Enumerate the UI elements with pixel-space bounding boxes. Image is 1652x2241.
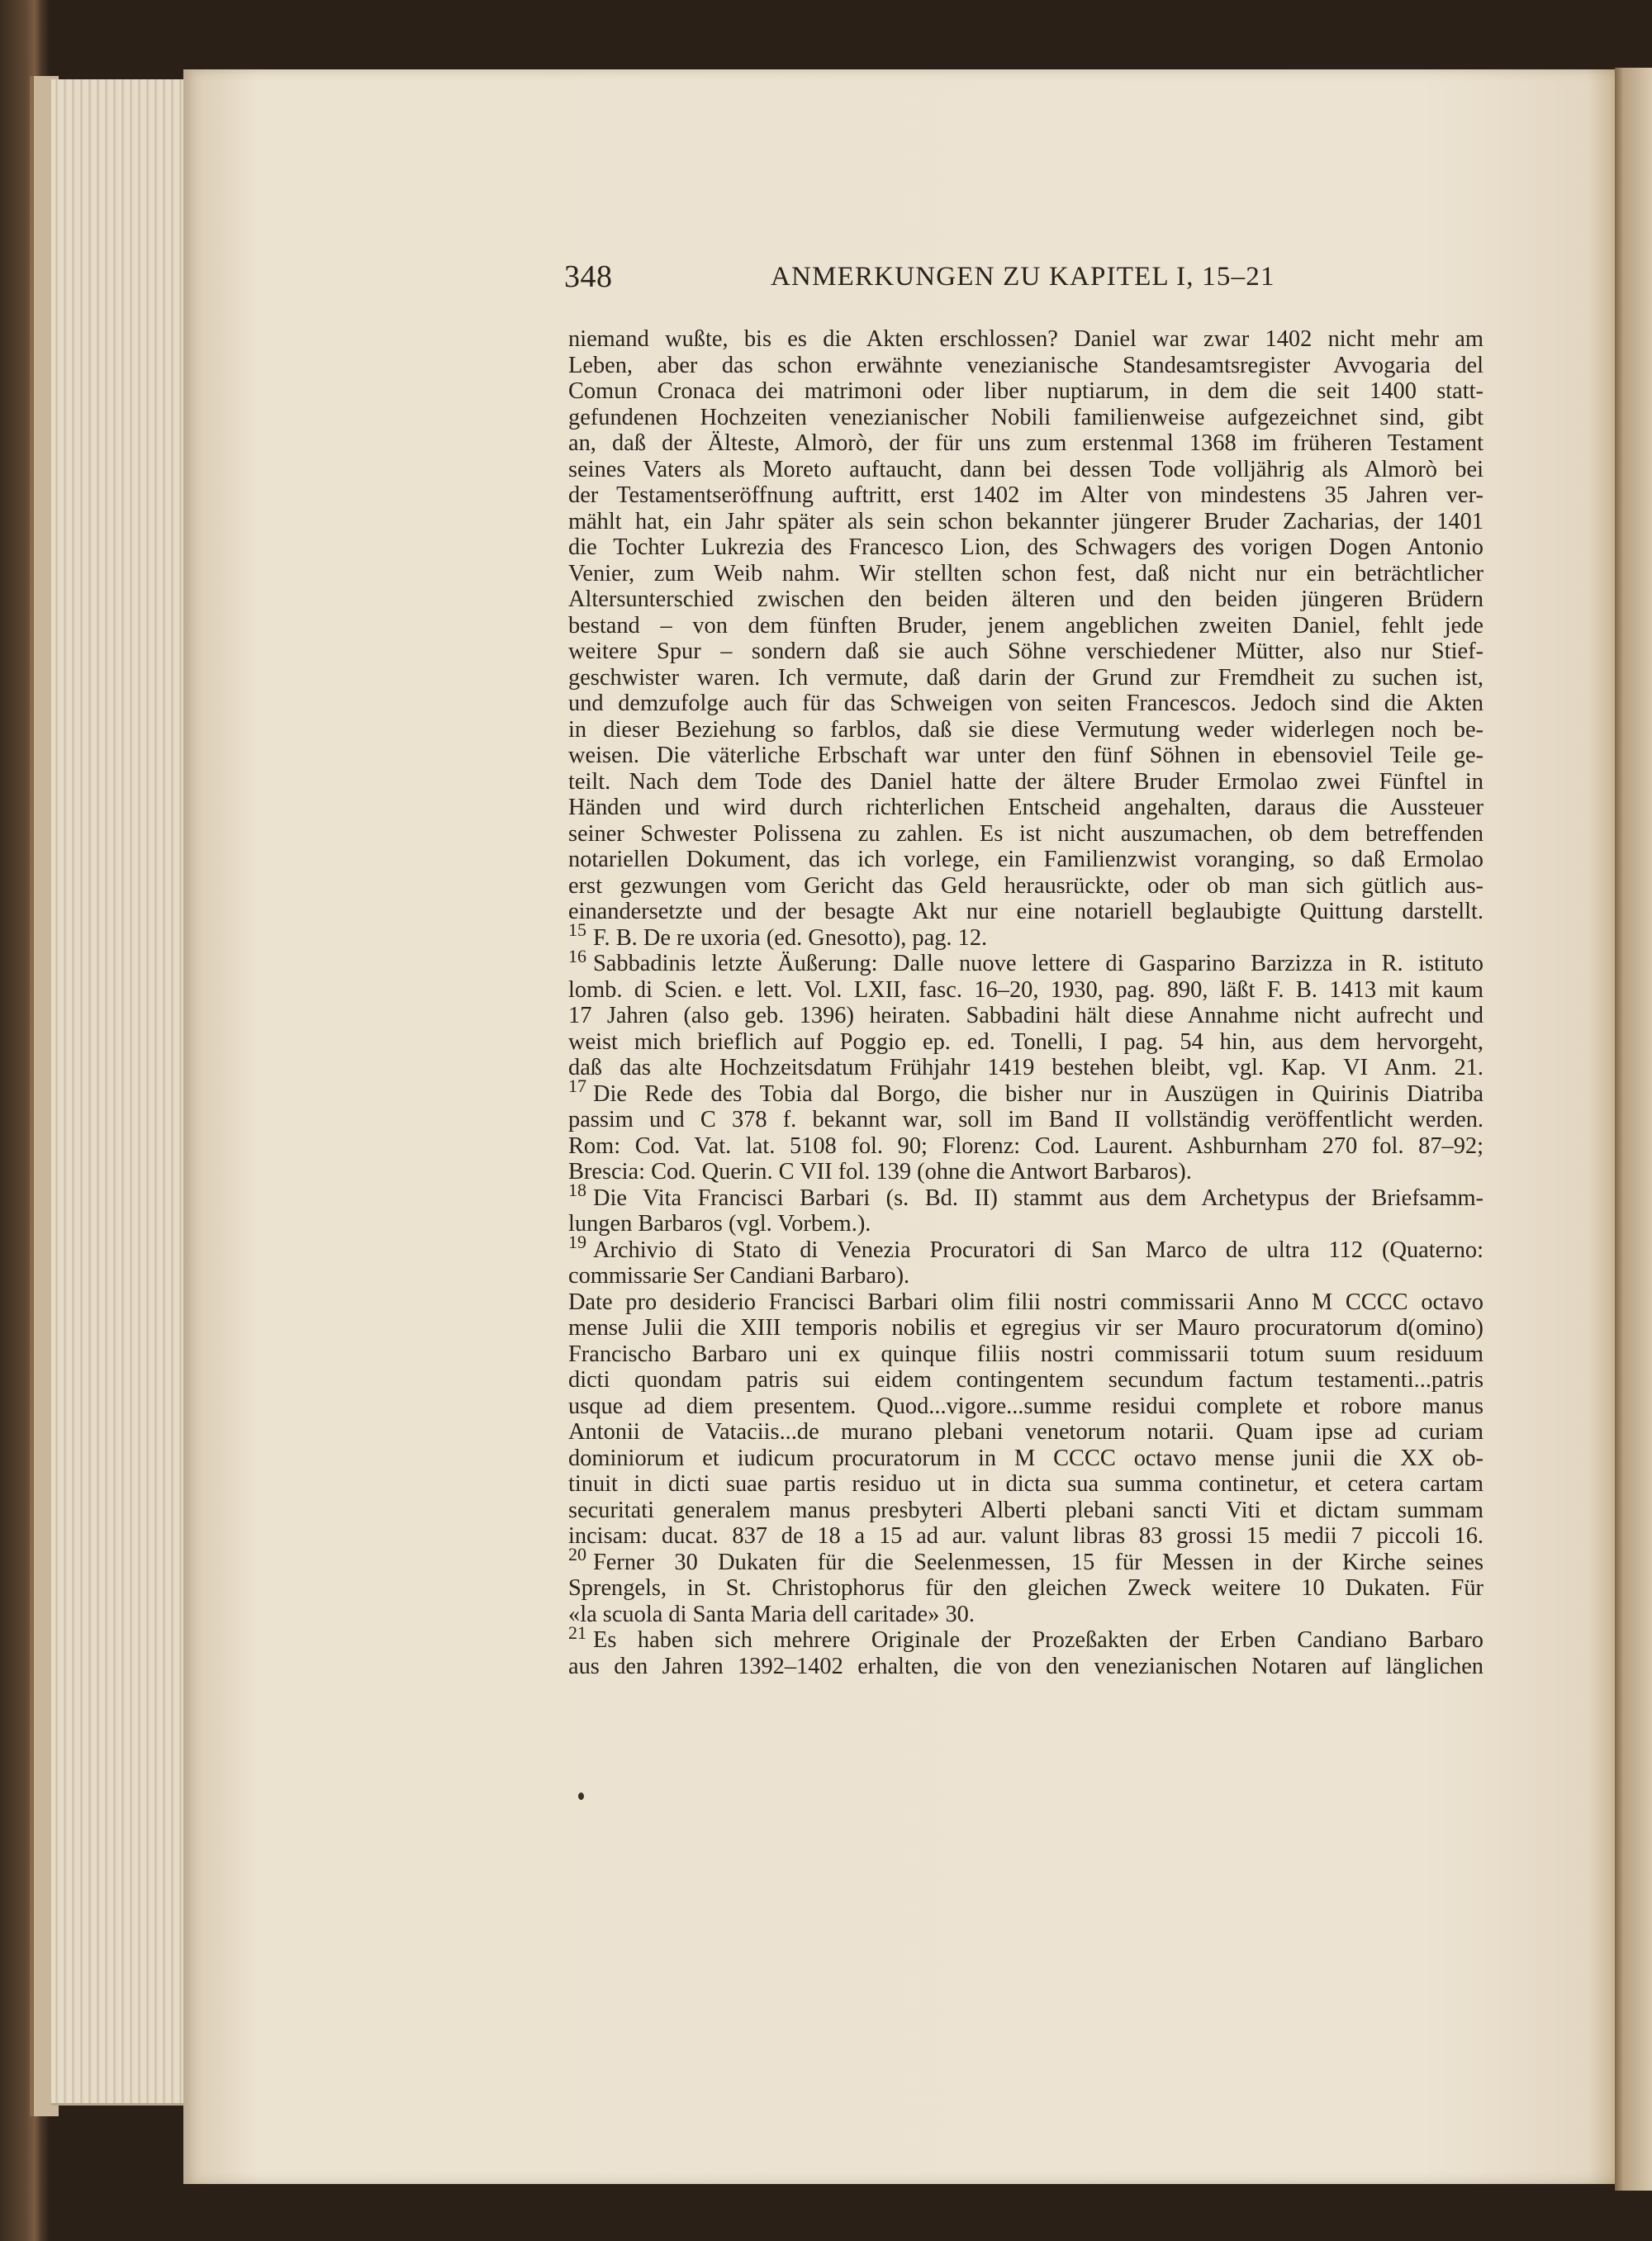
footnote-21	[568, 1621, 1483, 1679]
paragraph-line: seiner Schwester Polissena zu zahlen. Es ist nicht auszumachen, ob dem betreffenden	[568, 820, 1483, 847]
paragraph-line: geschwister waren. Ich vermute, daß darin der Grund zur Fremdheit zu suchen ist,	[568, 664, 1483, 691]
footnote-15	[568, 919, 1483, 952]
footnote-text: Archivio di Stato di Venezia Procuratori di San Marco de ultra 112 (Quaterno:	[593, 1237, 1483, 1263]
paragraph-line: Leben, aber das schon erwähnte venezianische Standesamtsregister Avvogaria del	[568, 352, 1483, 378]
paragraph-line: notariellen Dokument, das ich vorlege, ein Familienzwist voranging, so daß Ermolao	[568, 847, 1483, 872]
paragraph-line: Comun Cronaca dei matrimoni oder liber nuptiarum, in dem die seit 1400 statt-	[568, 378, 1483, 404]
paragraph-line: weitere Spur – sondern daß sie auch Söhne verschiedener Mütter, also nur Stief-	[568, 639, 1483, 664]
paragraph-line: erst gezwungen vom Gericht das Geld herausrückte, oder ob man sich gütlich aus-	[568, 872, 1483, 899]
footnote-20	[568, 1544, 1483, 1628]
footnote-text: Sabbadinis letzte Äußerung: Dalle nuove lettere di Gasparino Barzizza in R. istituto	[593, 951, 1483, 976]
footnote-line: dicti quondam patris sui eidem contingentem secundum factum testamenti...patris	[568, 1367, 1483, 1393]
facing-page-edge	[1615, 68, 1652, 2191]
footnote-text: F. B. De re uxoria (ed. Gnesotto), pag. 12.	[593, 924, 988, 951]
footnote-line: lomb. di Scien. e lett. Vol. LXII, fasc. 16–20, 1930, pag. 890, läßt F. B. 1413 mit kaum	[568, 976, 1483, 1003]
footnote-line: lungen Barbaros (vgl. Vorbem.).	[568, 1211, 871, 1237]
footnote-line: passim und C 378 f. bekannt war, soll im Band II vollständig veröffentlicht werden.	[568, 1107, 1483, 1132]
footnote-number: 21	[568, 1621, 586, 1643]
running-header	[564, 259, 1302, 300]
paragraph-line: niemand wußte, bis es die Akten erschlossen? Daniel war zwar 1402 nicht mehr am	[568, 326, 1483, 352]
footnote-line: Francischo Barbaro uni ex quinque filiis nostri commissarii totum suum residuum	[568, 1341, 1483, 1367]
footnote-number: 17	[568, 1075, 586, 1097]
paragraph-line: die Tochter Lukrezia des Francesco Lion, des Schwagers des vorigen Dogen Antonio	[568, 534, 1483, 560]
paragraph-line: Altersunterschied zwischen den beiden älteren und den beiden jüngeren Brüdern	[568, 586, 1483, 612]
footnote-line: incisam: ducat. 837 de 18 a 15 ad aur. valunt libras 83 grossi 15 medii 7 piccoli 16.	[568, 1523, 1483, 1549]
paragraph-line: weisen. Die väterliche Erbschaft war unter den fünf Söhnen in ebensoviel Teile ge-	[568, 743, 1483, 768]
page-number: 348	[564, 259, 613, 294]
footnote-18	[568, 1180, 1483, 1237]
footnote-16	[568, 945, 1483, 1081]
footnote-line: usque ad diem presentem. Quod...vigore...summe residui complete et robore manus	[568, 1393, 1483, 1419]
footnote-text: Es haben sich mehrere Originale der Prozeßakten der Erben Candiano Barbaro	[593, 1627, 1483, 1653]
paragraph-line: mählt hat, ein Jahr später als sein schon bekannter jüngerer Bruder Zacharias, der 1401	[568, 508, 1483, 534]
footnote-line: weist mich brieflich auf Poggio ep. ed. Tonelli, I pag. 54 hin, aus dem hervorgeht,	[568, 1028, 1483, 1055]
paragraph-line: seines Vaters als Moreto auftaucht, dann bei dessen Tode volljährig als Almorò bei	[568, 456, 1483, 482]
paragraph-line: bestand – von dem fünften Bruder, jenem angeblichen zweiten Daniel, fehlt jede	[568, 612, 1483, 639]
paragraph-line: gefundenen Hochzeiten venezianischer Nobili familienweise aufgezeichnet sind, gibt	[568, 404, 1483, 430]
main-paragraph	[568, 326, 1483, 925]
paragraph-line: Venier, zum Weib nahm. Wir stellten schon fest, daß nicht nur ein beträchtlicher	[568, 560, 1483, 586]
footnote-number: 18	[568, 1180, 586, 1201]
footnote-line: Brescia: Cod. Querin. C VII fol. 139 (ohne die Antwort Barbaros).	[568, 1159, 1192, 1185]
footnote-number: 19	[568, 1232, 586, 1253]
footnote-line: aus den Jahren 1392–1402 erhalten, die von den venezianischen Notaren auf länglichen	[568, 1653, 1483, 1679]
paragraph-line: und demzufolge auch für das Schweigen von seiten Francescos. Jedoch sind die Akten	[568, 691, 1483, 716]
page-body	[568, 326, 1483, 1679]
footnote-line: Rom: Cod. Vat. lat. 5108 fol. 90; Florenz: Cod. Laurent. Ashburnham 270 fol. 87–92;	[568, 1132, 1483, 1159]
footnote-line: Antonii de Vataciis...de murano plebani venetorum notarii. Quam ipse ad curiam	[568, 1419, 1483, 1445]
footnote-line: dominiorum et iudicum procuratorum in M CCCC octavo mense junii die XX ob-	[568, 1445, 1483, 1471]
page-stack	[51, 79, 200, 2106]
footnote-number: 20	[568, 1544, 586, 1565]
footnote-line: Sprengels, in St. Christophorus für den gleichen Zweck weitere 10 Dukaten. Für	[568, 1575, 1483, 1601]
footnote-number: 15	[568, 919, 586, 941]
footnote-text: Ferner 30 Dukaten für die Seelenmessen, 15 für Messen in der Kirche seines	[593, 1549, 1483, 1575]
running-title: ANMERKUNGEN ZU KAPITEL I, 15–21	[771, 262, 1275, 292]
footnote-line: 17 Jahren (also geb. 1396) heiraten. Sabbadini hält diese Annahme nicht aufrecht und	[568, 1003, 1483, 1028]
footnote-line: daß das alte Hochzeitsdatum Frühjahr 1419 bestehen bleibt, vgl. Kap. VI Anm. 21.	[568, 1055, 1483, 1080]
paragraph-line: an, daß der Älteste, Almorò, der für uns zum erstenmal 1368 im früheren Testament	[568, 430, 1483, 456]
footnote-number: 16	[568, 945, 586, 966]
ink-speck	[578, 1792, 584, 1800]
footnote-17	[568, 1075, 1483, 1185]
footnote-line: securitati generalem manus presbyteri Alberti plebani sancti Viti et dictam summam	[568, 1497, 1483, 1523]
paragraph-line: einandersetzte und der besagte Akt nur eine notariell beglaubigte Quittung darstellt.	[568, 899, 1483, 924]
footnote-line: Date pro desiderio Francisci Barbari olim filii nostri commissarii Anno M CCCC octavo	[568, 1289, 1483, 1315]
paragraph-line: in dieser Beziehung so farblos, daß sie diese Vermutung weder widerlegen noch be-	[568, 716, 1483, 743]
footnote-line: commissarie Ser Candiani Barbaro).	[568, 1263, 910, 1289]
footnote-19	[568, 1232, 1483, 1550]
paragraph-line: teilt. Nach dem Tode des Daniel hatte der ältere Bruder Ermolao zwei Fünftel in	[568, 768, 1483, 795]
paragraph-line: Händen und wird durch richterlichen Entscheid angehalten, daraus die Aussteuer	[568, 795, 1483, 820]
footnote-line: mense Julii die XIII temporis nobilis et egregius vir ser Mauro procuratorum d(omino)	[568, 1315, 1483, 1341]
footnote-text: Die Vita Francisci Barbari (s. Bd. II) stammt aus dem Archetypus der Briefsamm-	[593, 1185, 1483, 1211]
footnote-text: Die Rede des Tobia dal Borgo, die bisher nur in Auszügen in Quirinis Diatriba	[593, 1080, 1483, 1107]
paragraph-line: der Testamentseröffnung auftritt, erst 1402 im Alter von mindestens 35 Jahren ver-	[568, 482, 1483, 508]
footnote-line: «la scuola di Santa Maria dell caritade» 30.	[568, 1601, 975, 1627]
footnote-line: tinuit in dicti suae partis residuo ut in dicta sua summa continetur, et cetera cartam	[568, 1471, 1483, 1497]
